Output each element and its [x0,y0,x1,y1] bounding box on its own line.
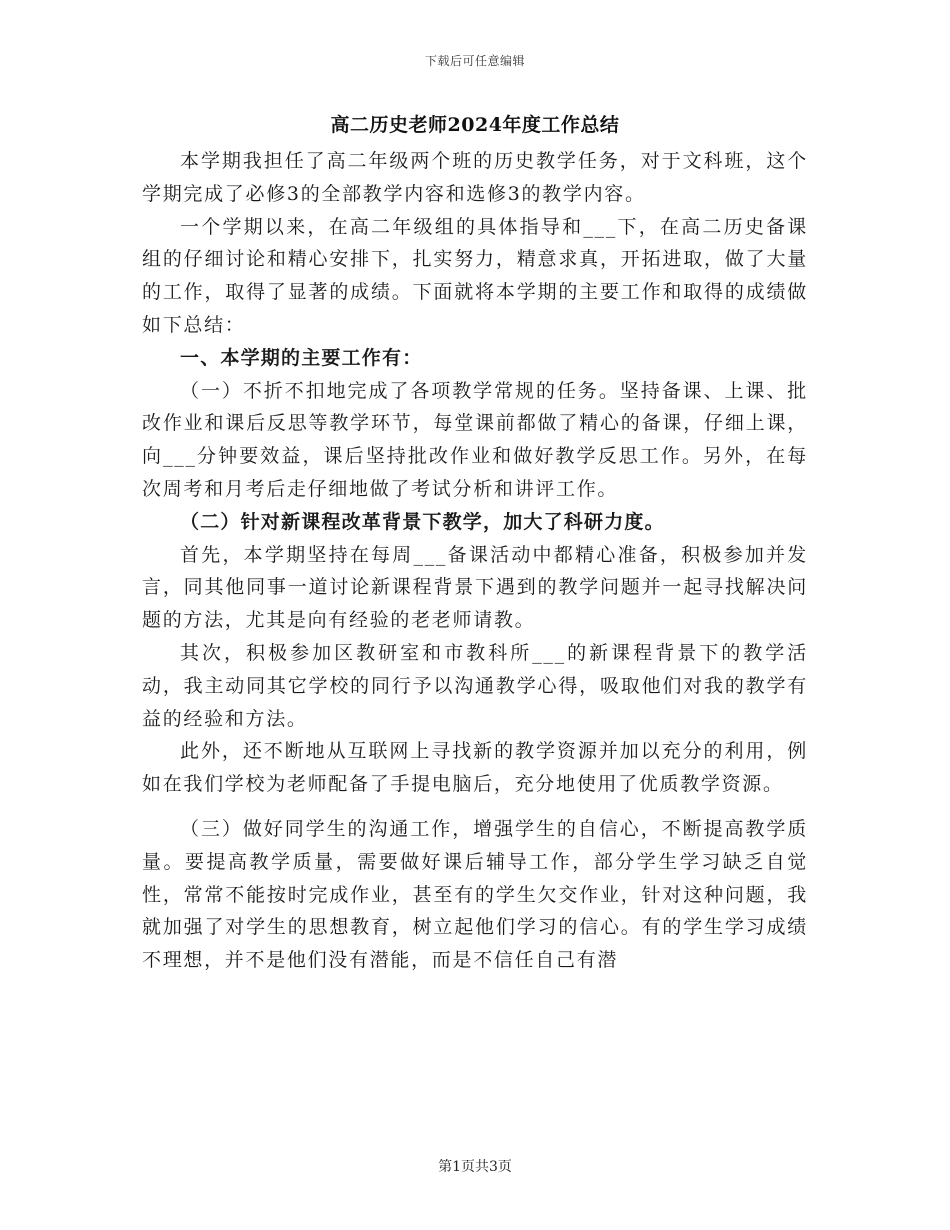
page-number: 第1页共3页 [438,1159,512,1175]
paragraph: 其次，积极参加区教研室和市教科所___的新课程背景下的教学活动，我主动同其它学校的同行予以沟通教学心得，吸取他们对我的教学有益的经验和方法。 [142,641,808,730]
section-heading: 一、本学期的主要工作有： [180,346,423,369]
paragraph: 此外，还不断地从互联网上寻找新的教学资源并加以充分的利用，例如在我们学校为老师配备了手提电脑后，充分地使用了优质教学资源。 [142,740,808,796]
paragraph: （三）做好同学生的沟通工作，增强学生的自信心，不断提高教学质量。要提高教学质量，需要做好课后辅导工作，部分学生学习缺乏自觉性，常常不能按时完成作业，甚至有的学生欠交作业，针对这种问题，我就加强了对学生的思想教育，树立起他们学习的信心。有的学生学习成绩不理想，并不是他们没有潜能，而是不信任自己有潜 [142,817,808,972]
paragraph: 首先，本学期坚持在每周___备课活动中都精心准备，积极参加并发言，同其他同事一道讨论新课程背景下遇到的教学问题并一起寻找解决问题的方法，尤其是向有经验的老老师请教。 [142,543,808,632]
subsection-heading: （二）针对新课程改革背景下教学，加大了科研力度。 [180,510,665,533]
paragraph: （一）不折不扣地完成了各项教学常规的任务。坚持备课、上课、批改作业和课后反思等教学环节，每堂课前都做了精心的备课，仔细上课，向___分钟要效益，课后坚持批改作业和做好教学反思工作。另外，在每次周考和月考后走仔细地做了考试分析和讲评工作。 [142,379,808,500]
header-note: 下载后可任意编辑 [424,54,525,68]
document-title: 高二历史老师2024年度工作总结 [330,114,620,136]
paragraph: 本学期我担任了高二年级两个班的历史教学任务，对于文科班，这个学期完成了必修3的全部教学内容和选修3的教学内容。 [142,150,808,205]
document-body [142,145,808,977]
paragraph: 一个学期以来，在高二年级组的具体指导和___下，在高二历史备课组的仔细讨论和精心安排下，扎实努力，精意求真，开拓进取，做了大量的工作，取得了显著的成绩。下面就将本学期的主要工作和取得的成绩做如下总结： [142,215,808,336]
